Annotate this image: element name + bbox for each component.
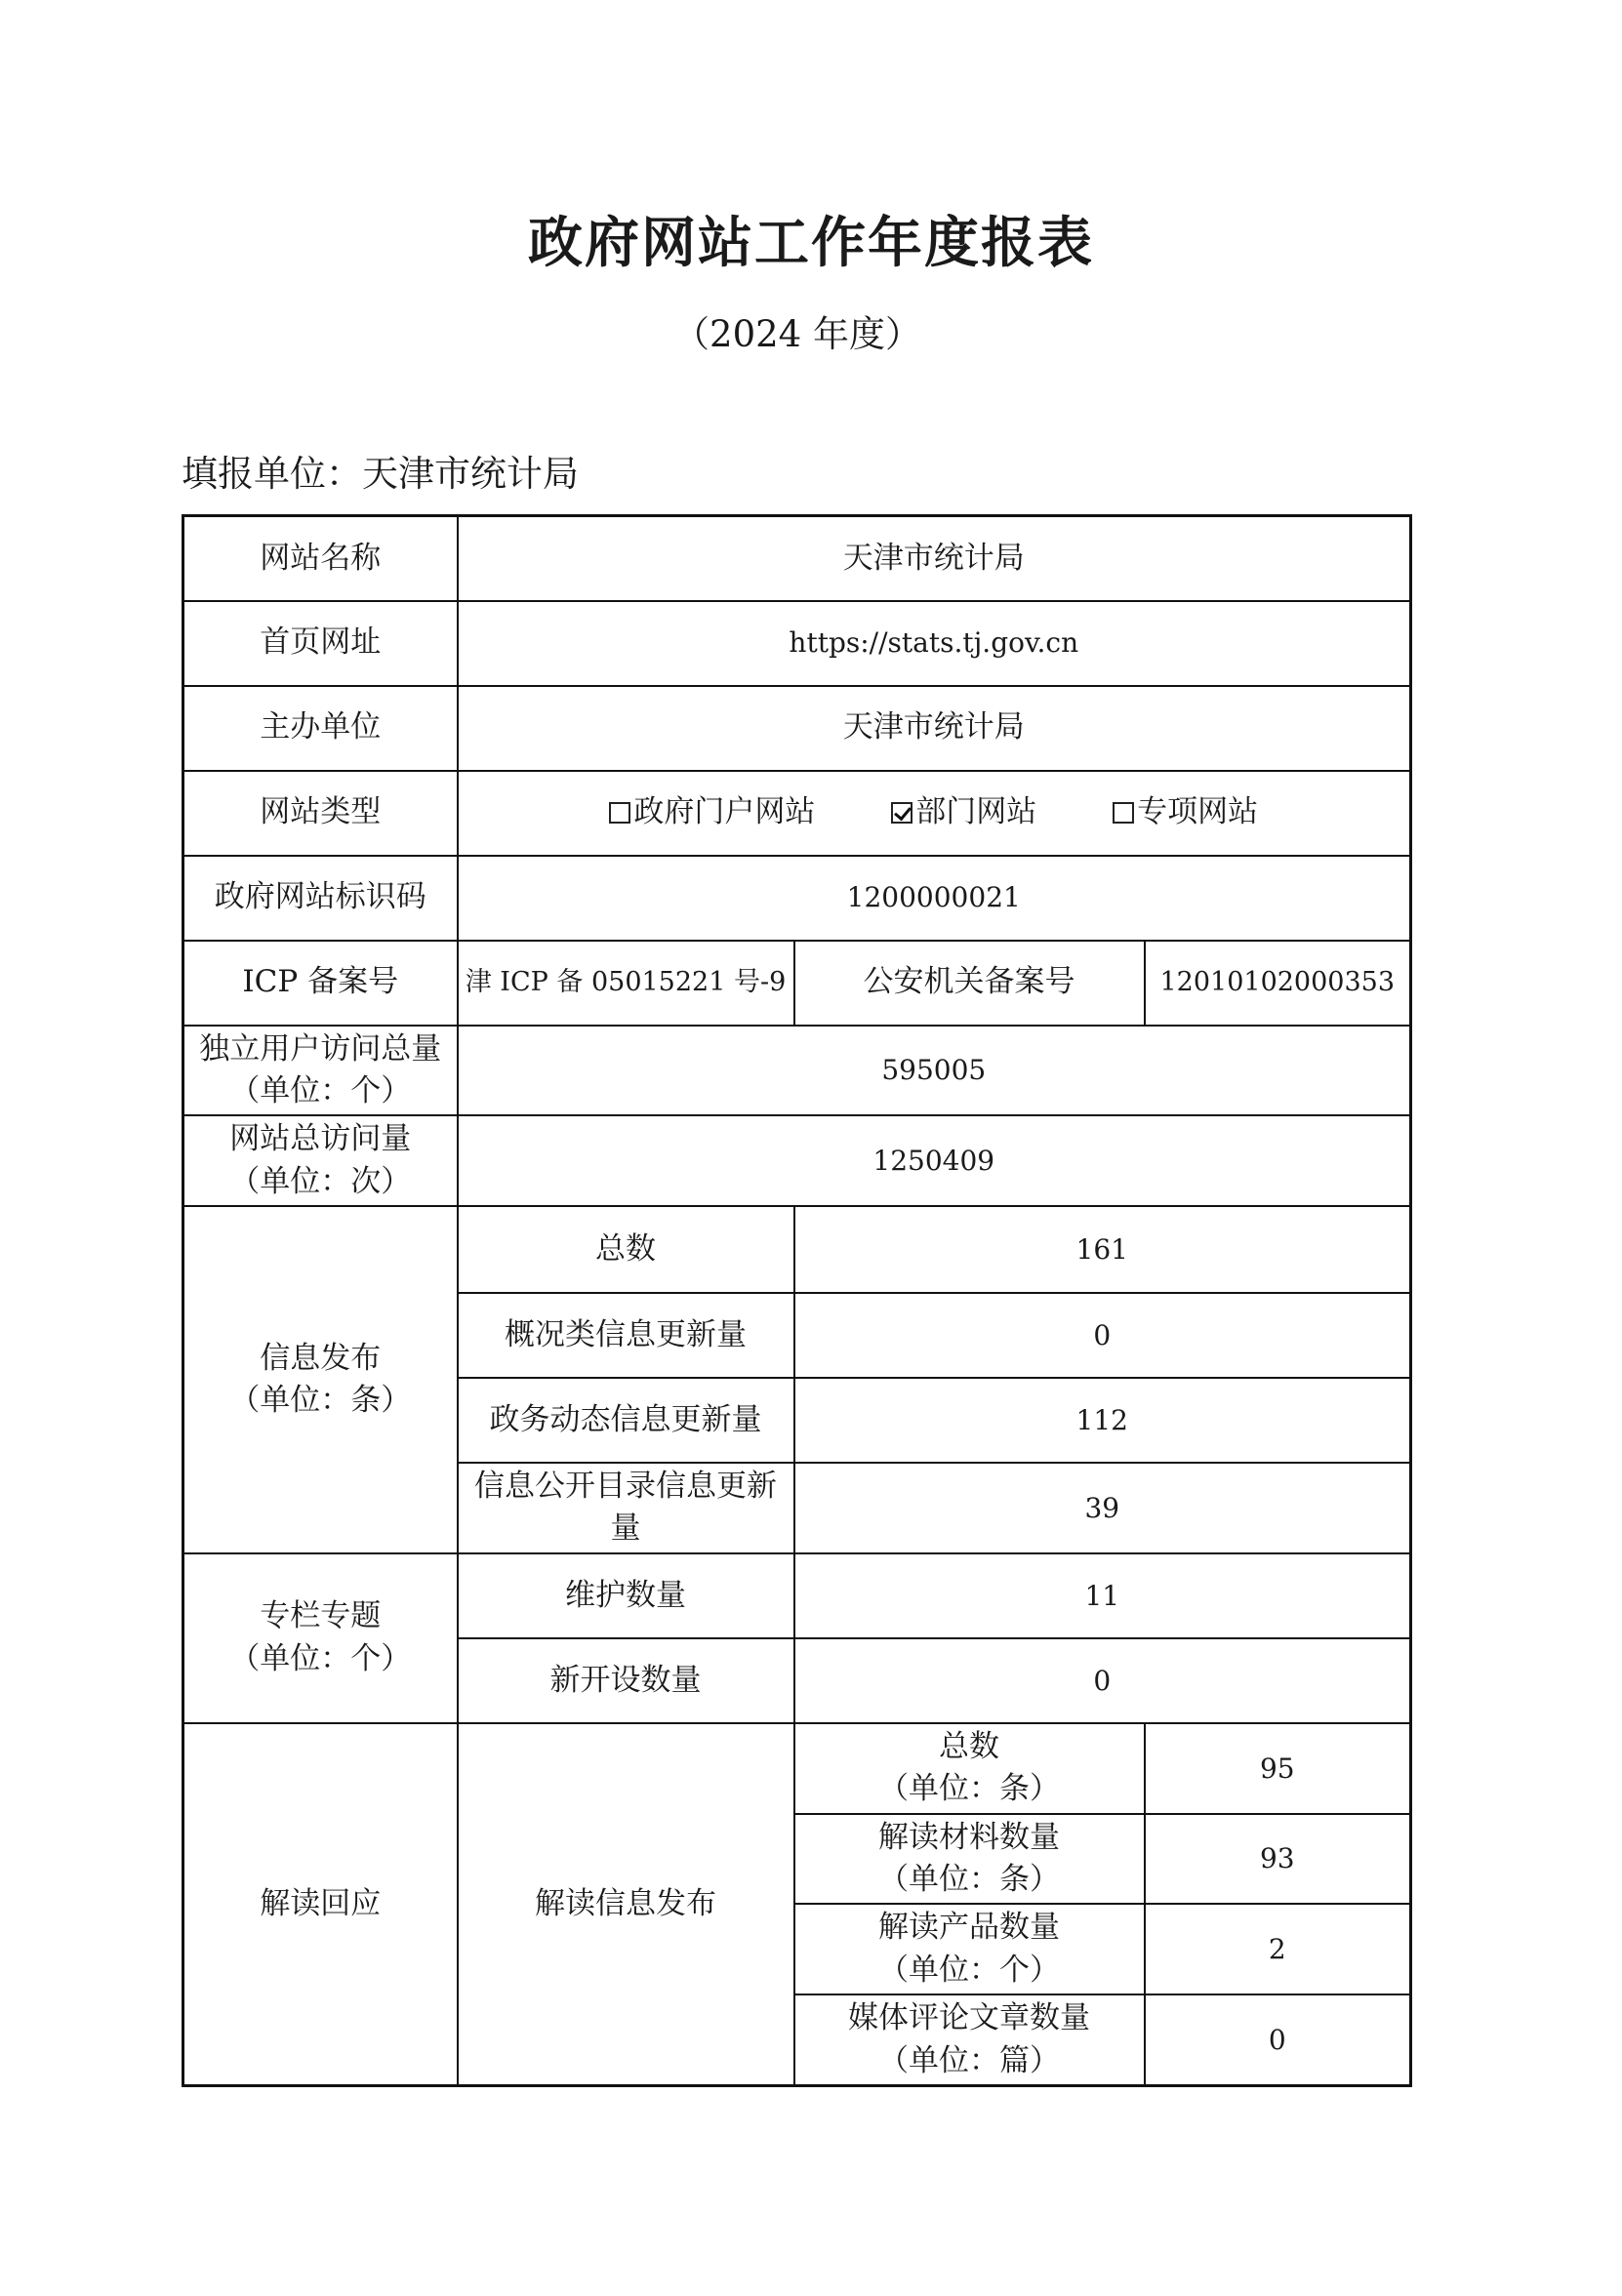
site-type-option-label: 政府门户网站: [633, 794, 816, 830]
info-item-label: 政务动态信息更新量: [458, 1378, 794, 1463]
police-record-value: 12010102000353: [1145, 941, 1411, 1026]
unique-visitors-label: 独立用户访问总量（单位：个）: [183, 1026, 458, 1116]
site-type-option-special: [1113, 791, 1258, 833]
interp-item-label-line2: （单位：条）: [878, 1862, 1060, 1898]
columns-label: [183, 1553, 458, 1723]
site-type-option-department: [891, 791, 1036, 833]
interp-item-label: [794, 1814, 1145, 1905]
interp-item-label-line1: 总数: [939, 1728, 999, 1764]
columns-item-value: 0: [794, 1638, 1411, 1723]
site-name-label: 网站名称: [183, 516, 458, 601]
info-item-value: 112: [794, 1378, 1411, 1463]
interpretation-sub-label: 解读信息发布: [458, 1723, 794, 2086]
interp-item-value: 95: [1145, 1723, 1411, 1814]
home-url-value: https://stats.tj.gov.cn: [458, 601, 1411, 686]
interp-item-label-line2: （单位：篇）: [878, 2042, 1060, 2078]
row-interp-total: [183, 1723, 1411, 1814]
row-info-total: [183, 1206, 1411, 1293]
interp-item-label-line2: （单位：个）: [878, 1952, 1060, 1988]
info-item-label: 概况类信息更新量: [458, 1293, 794, 1378]
host-unit-label: 主办单位: [183, 686, 458, 771]
row-home-url: [183, 601, 1411, 686]
total-visits-label-line2: （单位：次）: [229, 1163, 412, 1199]
site-type-option-portal: [609, 791, 815, 833]
site-type-option-label: 部门网站: [915, 794, 1037, 830]
total-visits-label: [183, 1115, 458, 1206]
row-site-type: [183, 771, 1411, 856]
row-host-unit: [183, 686, 1411, 771]
interp-item-label: [794, 1994, 1145, 2085]
icp-label: ICP 备案号: [183, 941, 458, 1026]
report-year: （2024 年度）: [673, 313, 921, 355]
row-icp: [183, 941, 1411, 1026]
interp-item-value: 93: [1145, 1814, 1411, 1905]
host-unit-value: 天津市统计局: [458, 686, 1411, 771]
interp-item-label-line1: 解读产品数量: [878, 1910, 1060, 1946]
interpretation-label: 解读回应: [183, 1723, 458, 2086]
info-publish-label: [183, 1206, 458, 1553]
row-columns-maintained: [183, 1553, 1411, 1638]
info-publish-label-line2: （单位：条）: [229, 1382, 412, 1418]
icp-value: 津 ICP 备 05015221 号-9: [458, 941, 794, 1026]
reporting-unit: 填报单位：天津市统计局: [182, 453, 579, 495]
columns-label-line1: 专栏专题: [260, 1598, 382, 1634]
interp-item-label-line1: 解读材料数量: [878, 1819, 1060, 1855]
report-title: 政府网站工作年度报表: [528, 211, 1094, 275]
report-table: [182, 514, 1412, 2087]
checked-checkbox-icon: [891, 802, 912, 824]
columns-item-value: 11: [794, 1553, 1411, 1638]
interp-item-value: 0: [1145, 1994, 1411, 2085]
info-publish-label-line1: 信息发布: [260, 1340, 382, 1376]
interp-item-label: [794, 1723, 1145, 1814]
unique-visitors-value: 595005: [458, 1026, 1411, 1116]
interp-item-value: 2: [1145, 1904, 1411, 1994]
site-type-options: [458, 771, 1411, 856]
site-code-value: 1200000021: [458, 856, 1411, 941]
info-item-value: 39: [794, 1463, 1411, 1553]
row-site-code: [183, 856, 1411, 941]
site-code-label: 政府网站标识码: [183, 856, 458, 941]
row-unique-visitors: [183, 1026, 1411, 1116]
columns-item-label: 新开设数量: [458, 1638, 794, 1723]
total-visits-value: 1250409: [458, 1115, 1411, 1206]
info-item-label: 总数: [458, 1206, 794, 1293]
interp-item-label: [794, 1904, 1145, 1994]
info-item-value: 161: [794, 1206, 1411, 1293]
police-record-label: 公安机关备案号: [794, 941, 1145, 1026]
unchecked-checkbox-icon: [609, 802, 630, 824]
row-site-name: [183, 516, 1411, 601]
row-total-visits: [183, 1115, 1411, 1206]
columns-item-label: 维护数量: [458, 1553, 794, 1638]
interp-item-label-line2: （单位：条）: [878, 1771, 1060, 1807]
columns-label-line2: （单位：个）: [229, 1640, 412, 1676]
total-visits-label-line1: 网站总访问量: [229, 1121, 412, 1157]
site-name-value: 天津市统计局: [458, 516, 1411, 601]
unchecked-checkbox-icon: [1113, 802, 1134, 824]
interp-item-label-line1: 媒体评论文章数量: [848, 2000, 1090, 2036]
info-item-value: 0: [794, 1293, 1411, 1378]
site-type-label: 网站类型: [183, 771, 458, 856]
home-url-label: 首页网址: [183, 601, 458, 686]
info-item-label: 信息公开目录信息更新量: [458, 1463, 794, 1553]
site-type-option-label: 专项网站: [1137, 794, 1259, 830]
